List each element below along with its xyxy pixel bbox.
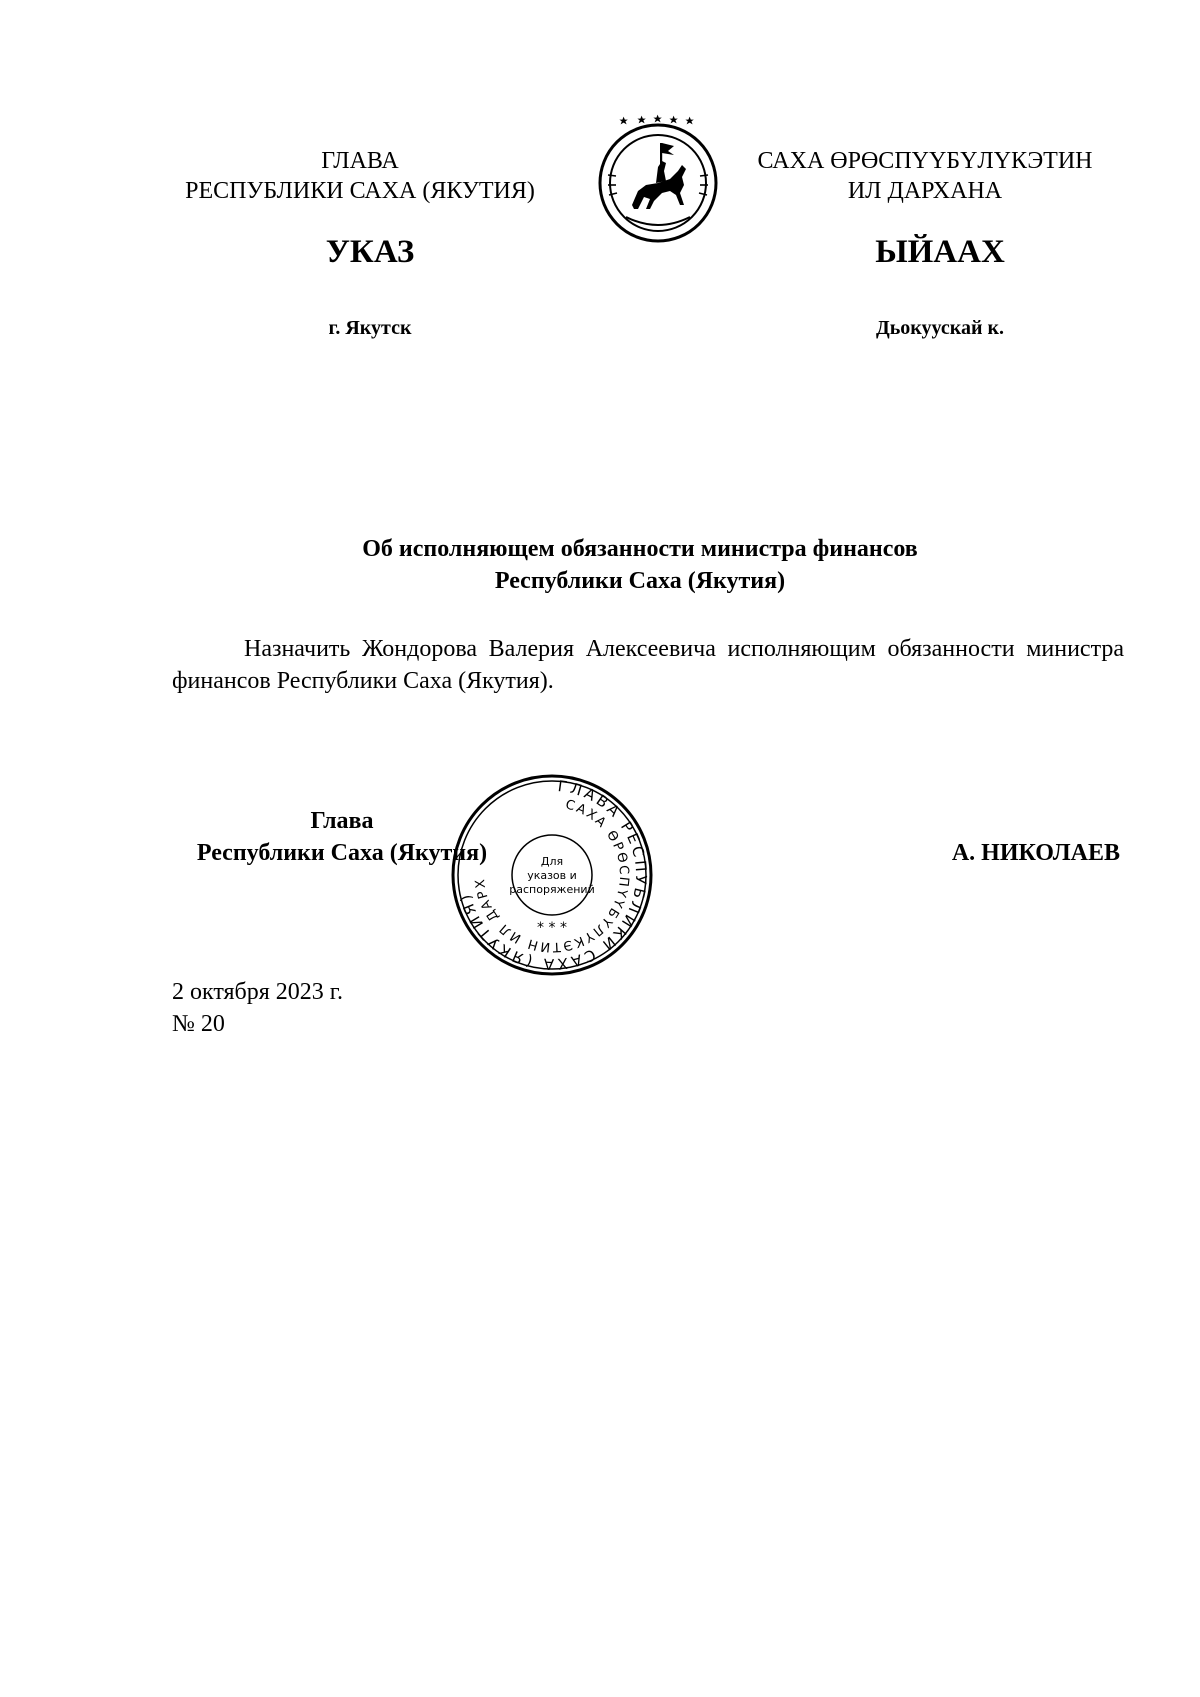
header-right-line1: САХА ӨРӨСПҮҮБҮЛҮКЭТИН (757, 148, 1093, 174)
coat-of-arms-emblem (592, 113, 724, 245)
svg-text:ГЛАВА РЕСПУБЛИКИ САХА (ЯКУТИЯ): ГЛАВА РЕСПУБЛИКИ САХА (ЯКУТИЯ) (455, 777, 651, 974)
signatory-position-line2: Республики Саха (Якутия) (196, 840, 488, 866)
doc-type-yiaakh: ЫЙААХ (875, 234, 1005, 270)
official-seal-stamp (449, 772, 655, 978)
svg-text:Для: Для (540, 855, 564, 868)
document-title-line2: Республики Саха (Якутия) (494, 568, 786, 594)
svg-text:САХА ӨРӨСПҮҮБҮЛҮКЭТИН ИЛ ДАРХА: САХА ӨРӨСПҮҮБҮЛҮКЭТИН ИЛ ДАРХ (472, 797, 632, 955)
seal-icon (449, 772, 655, 978)
signatory-position-line1: Глава (310, 808, 374, 834)
svg-text:распоряжений: распоряжений (509, 883, 595, 896)
doc-type-ukaz: УКАЗ (325, 234, 415, 270)
header-right-line2: ИЛ ДАРХАНА (847, 178, 1003, 204)
document-title (170, 533, 1110, 597)
document-number: № 20 (172, 1011, 225, 1037)
city-yakutsk: г. Якутск (328, 317, 412, 339)
date-number-block (172, 976, 572, 1040)
header-left (150, 146, 570, 206)
signatory-name: А. НИКОЛАЕВ (951, 840, 1120, 866)
document-title-line1: Об исполняющем обязанности министра финансов (362, 536, 918, 562)
svg-text:указов и: указов и (527, 869, 577, 882)
header-left-line1: ГЛАВА (321, 148, 399, 174)
emblem-icon (592, 113, 724, 245)
svg-text:* * *: * * * (537, 920, 567, 936)
header-left-line2: РЕСПУБЛИКИ САХА (ЯКУТИЯ) (185, 178, 535, 204)
header-right (725, 146, 1125, 206)
document-date: 2 октября 2023 г. (172, 979, 343, 1005)
body-paragraph: Назначить Жондорова Валерия Алексеевича исполняющим обязанности министра финансов Республики Саха (Якутия). (172, 636, 1124, 694)
city-dyokuuskai: Дьокуускай к. (875, 317, 1005, 339)
